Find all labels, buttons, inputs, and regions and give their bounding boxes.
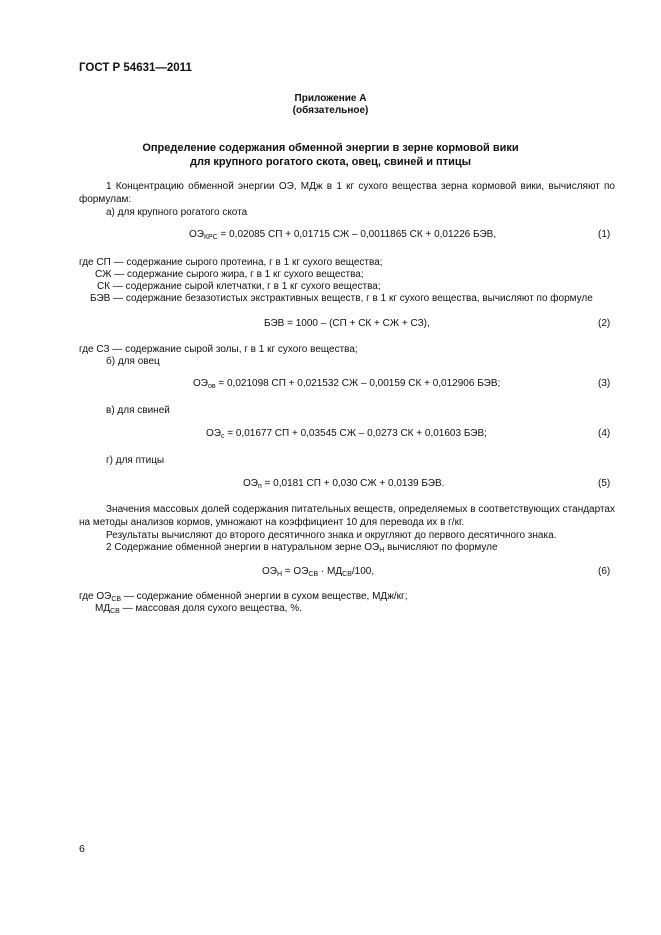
legend-text: — содержание сырой клетчатки, г в 1 кг сухого вещества;	[110, 281, 381, 292]
formula-4-rhs: = 0,01677 СП + 0,03545 СЖ – 0,0273 СК + 0,01603 БЭВ;	[224, 428, 487, 439]
formula-3-rhs: = 0,021098 СП + 0,021532 СЖ – 0,00159 СК + 0,012906 БЭВ;	[215, 378, 501, 389]
formula-3-subscript: ов	[207, 383, 216, 390]
legend-key-subscript: СВ	[111, 596, 122, 603]
appendix-status: (обязательное)	[292, 105, 369, 116]
formula-4	[206, 428, 487, 439]
notes-p3-text-b: вычисляют по формуле	[384, 542, 498, 553]
legend-key: СЖ	[95, 269, 112, 280]
formula-3-number: (3)	[598, 378, 611, 389]
sz-definition: где СЗ — содержание сырой золы, г в 1 кг сухого вещества;	[79, 344, 358, 355]
legend-md-sv	[95, 602, 302, 615]
formula-6-lhs: ОЭ	[262, 566, 277, 577]
formula-1	[189, 229, 496, 240]
formula-6-dot: · МД	[318, 566, 343, 577]
formula-6	[262, 566, 374, 577]
formula-5-subscript: п	[257, 483, 262, 490]
formula-1-number: (1)	[598, 229, 611, 240]
formula-5-number: (5)	[598, 478, 611, 489]
formula-6-number: (6)	[598, 566, 611, 577]
formula-1-rhs: = 0,02085 СП + 0,01715 СЖ – 0,0011865 СК + 0,01226 БЭВ,	[217, 229, 497, 240]
case-v-label: в) для свиней	[106, 405, 170, 416]
formula-6-dot-subscript: СВ	[342, 571, 352, 578]
formula-3-lhs: ОЭ	[193, 378, 208, 389]
formula-2-number: (2)	[598, 318, 611, 329]
formula-5-rhs: = 0,0181 СП + 0,030 СЖ + 0,0139 БЭВ.	[261, 478, 445, 489]
legend-bev	[90, 292, 593, 305]
case-a-label: а) для крупного рогатого скота	[106, 207, 248, 218]
section-heading-line1: Определение содержания обменной энергии в зерне кормовой вики	[142, 142, 519, 154]
formula-4-number: (4)	[598, 428, 611, 439]
legend-key: СК	[97, 281, 111, 292]
legend-text: — массовая доля сухого вещества, %.	[119, 603, 302, 614]
formula-4-lhs: ОЭ	[206, 428, 221, 439]
formula-4-subscript: с	[220, 433, 225, 440]
notes-p3-subscript: Н	[379, 547, 385, 554]
page-number: 6	[79, 843, 85, 855]
formula-6-mid: = ОЭ	[282, 566, 309, 577]
notes-paragraph-3	[106, 541, 498, 554]
legend-key-subscript: СВ	[110, 608, 120, 615]
formula-6-lhs-subscript: Н	[276, 571, 283, 578]
document-code: ГОСТ Р 54631—2011	[79, 62, 192, 74]
legend-key: где ОЭ	[79, 591, 112, 602]
notes-p3-text-a: 2 Содержание обменной энергии в натуральном зерне ОЭ	[106, 542, 380, 553]
notes-paragraph-1: Значения массовых долей содержания питательных веществ, определяемых в соответствующих стандартах на методы анализов кормов, умножают на коэффициент 10 для перевода их в г/кг.	[79, 504, 615, 528]
formula-6-tail: /100,	[351, 566, 375, 577]
notes-paragraph-2: Результаты вычисляют до второго десятичного знака и округляют до первого десятичного знака.	[106, 530, 557, 541]
legend-key: МД	[95, 603, 111, 614]
legend-text: — содержание безазотистых экстрактивных веществ, г в 1 кг сухого вещества, вычисляют по формуле	[110, 293, 593, 304]
legend-text: — содержание обменной энергии в сухом веществе, МДж/кг;	[121, 591, 408, 602]
formula-2: БЭВ = 1000 – (СП + СК + СЖ + СЗ),	[264, 318, 430, 329]
section-heading-line2: для крупного рогатого скота, овец, свиней и птицы	[189, 156, 472, 168]
legend-key: где СП	[79, 257, 111, 268]
formula-3	[193, 378, 500, 389]
legend-key: БЭВ	[90, 293, 111, 304]
formula-5-lhs: ОЭ	[243, 478, 258, 489]
legend-text: — содержание сырого протеина, г в 1 кг сухого вещества;	[110, 257, 383, 268]
legend-text: — содержание сырого жира, г в 1 кг сухого вещества;	[111, 269, 364, 280]
appendix-title: Приложение А	[294, 93, 367, 104]
formula-5	[243, 478, 444, 489]
formula-1-subscript: КРС	[203, 234, 218, 241]
formula-1-lhs: ОЭ	[189, 229, 204, 240]
case-g-label: г) для птицы	[106, 455, 165, 466]
intro-paragraph: 1 Концентрацию обменной энергии ОЭ, МДж в 1 кг сухого вещества зерна кормовой вики, вычисляют по формулам:	[79, 181, 615, 205]
case-b-label: б) для овец	[106, 356, 160, 367]
formula-6-mid-subscript: СВ	[308, 571, 319, 578]
